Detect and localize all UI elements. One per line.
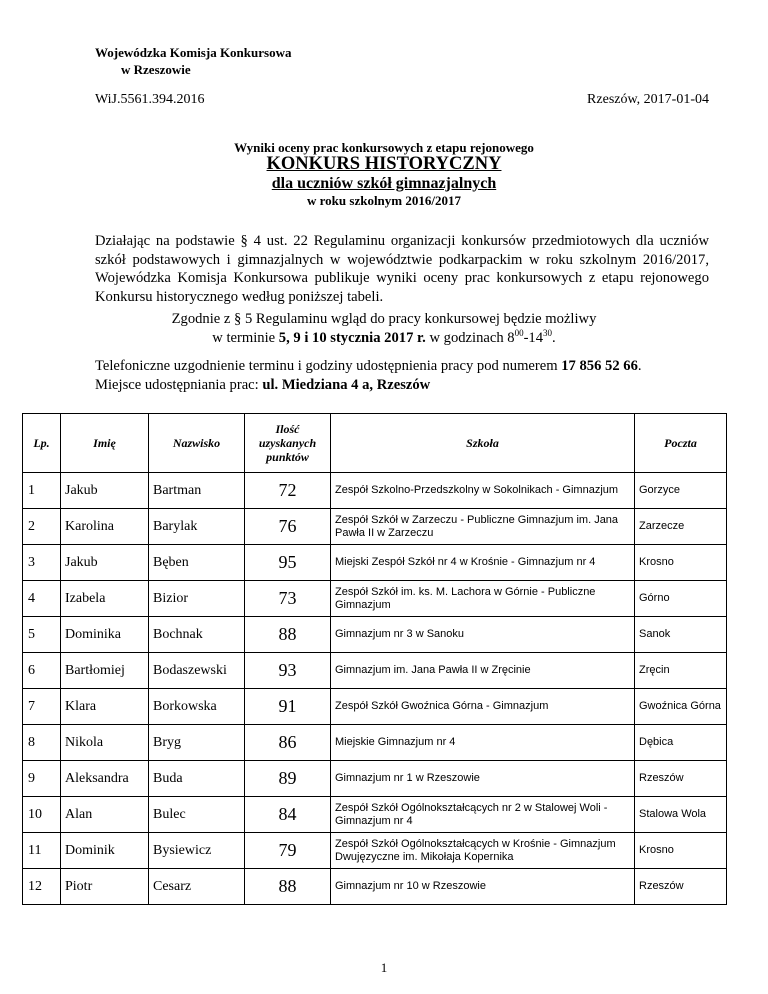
- review-hours-end: .: [552, 330, 556, 346]
- org-line-2: w Rzeszowie: [121, 62, 191, 77]
- table-row: [23, 509, 727, 545]
- cell-points: 88: [245, 617, 331, 653]
- cell-post: Dębica: [635, 725, 727, 761]
- reference-number: WiJ.5561.394.2016: [95, 92, 205, 107]
- cell-last-name: Bysiewicz: [149, 833, 245, 869]
- review-hours-prefix: w godzinach 8: [429, 330, 515, 346]
- cell-post: Zarzecze: [635, 509, 727, 545]
- cell-points: 89: [245, 761, 331, 797]
- cell-lp: 1: [23, 473, 61, 509]
- table-row: [23, 653, 727, 689]
- table-row: [23, 797, 727, 833]
- cell-lp: 5: [23, 617, 61, 653]
- cell-lp: 4: [23, 581, 61, 617]
- cell-post: Zręcin: [635, 653, 727, 689]
- cell-first-name: Bartłomiej: [61, 653, 149, 689]
- cell-points: 88: [245, 869, 331, 905]
- cell-points: 79: [245, 833, 331, 869]
- cell-last-name: Bryg: [149, 725, 245, 761]
- cell-points: 93: [245, 653, 331, 689]
- cell-first-name: Klara: [61, 689, 149, 725]
- table-row: [23, 833, 727, 869]
- header-first-name: Imię: [61, 414, 149, 473]
- contest-subtitle: dla uczniów szkół gimnazjalnych: [271, 175, 497, 192]
- place-text: Miejsce udostępniania prac:: [95, 377, 259, 393]
- cell-school: Zespół Szkół w Zarzeczu - Publiczne Gimnazjum im. Jana Pawła II w Zarzeczu: [331, 509, 635, 545]
- cell-lp: 2: [23, 509, 61, 545]
- place-line: [95, 376, 715, 395]
- contact-info: [95, 357, 715, 395]
- cell-points: 76: [245, 509, 331, 545]
- cell-school: Zespół Szkół Ogólnokształcących nr 2 w Stalowej Woli - Gimnazjum nr 4: [331, 797, 635, 833]
- cell-first-name: Izabela: [61, 581, 149, 617]
- review-hours-sup2: 30: [543, 328, 553, 339]
- table-row: [23, 617, 727, 653]
- table-row: [23, 473, 727, 509]
- title-block: [0, 140, 768, 209]
- cell-last-name: Bulec: [149, 797, 245, 833]
- cell-last-name: Bartman: [149, 473, 245, 509]
- cell-last-name: Barylak: [149, 509, 245, 545]
- cell-first-name: Dominika: [61, 617, 149, 653]
- phone-number: 17 856 52 66: [561, 358, 638, 374]
- cell-school: Gimnazjum im. Jana Pawła II w Zręcinie: [331, 653, 635, 689]
- cell-last-name: Buda: [149, 761, 245, 797]
- header-last-name: Nazwisko: [149, 414, 245, 473]
- cell-last-name: Bęben: [149, 545, 245, 581]
- review-hours-sup1: 00: [514, 328, 524, 339]
- cell-lp: 8: [23, 725, 61, 761]
- cell-points: 73: [245, 581, 331, 617]
- table-header-row: [23, 414, 727, 473]
- cell-lp: 7: [23, 689, 61, 725]
- cell-school: Zespół Szkół Ogólnokształcących w Krośnie - Gimnazjum Dwujęzyczne im. Mikołaja Kopernika: [331, 833, 635, 869]
- cell-school: Gimnazjum nr 1 w Rzeszowie: [331, 761, 635, 797]
- cell-lp: 10: [23, 797, 61, 833]
- cell-post: Gorzyce: [635, 473, 727, 509]
- table-row: [23, 545, 727, 581]
- cell-post: Rzeszów: [635, 869, 727, 905]
- review-dates: 5, 9 i 10 stycznia 2017 r.: [278, 330, 426, 346]
- title-line-1: Wyniki oceny prac konkursowych z etapu rejonowego: [234, 140, 534, 155]
- cell-first-name: Alan: [61, 797, 149, 833]
- phone-line: [95, 357, 715, 376]
- school-year: w roku szkolnym 2016/2017: [307, 193, 461, 208]
- table-row: [23, 581, 727, 617]
- cell-school: Zespół Szkół Gwoźnica Górna - Gimnazjum: [331, 689, 635, 725]
- page-number: 1: [380, 960, 388, 975]
- cell-post: Górno: [635, 581, 727, 617]
- review-line-2: [0, 329, 768, 348]
- phone-end: .: [637, 358, 642, 374]
- cell-post: Gwoźnica Górna: [635, 689, 727, 725]
- header-points: Ilość uzyskanych punktów: [245, 414, 331, 473]
- cell-first-name: Karolina: [61, 509, 149, 545]
- cell-last-name: Bochnak: [149, 617, 245, 653]
- cell-post: Rzeszów: [635, 761, 727, 797]
- cell-school: Gimnazjum nr 10 w Rzeszowie: [331, 869, 635, 905]
- cell-first-name: Jakub: [61, 545, 149, 581]
- cell-last-name: Cesarz: [149, 869, 245, 905]
- results-table: [22, 413, 727, 905]
- table-row: [23, 761, 727, 797]
- cell-school: Zespół Szkolno-Przedszkolny w Sokolnikach - Gimnazjum: [331, 473, 635, 509]
- cell-post: Krosno: [635, 833, 727, 869]
- cell-points: 84: [245, 797, 331, 833]
- cell-points: 86: [245, 725, 331, 761]
- cell-post: Krosno: [635, 545, 727, 581]
- cell-last-name: Bodaszewski: [149, 653, 245, 689]
- cell-first-name: Aleksandra: [61, 761, 149, 797]
- cell-points: 72: [245, 473, 331, 509]
- cell-first-name: Nikola: [61, 725, 149, 761]
- cell-post: Sanok: [635, 617, 727, 653]
- cell-school: Miejski Zespół Szkół nr 4 w Krośnie - Gimnazjum nr 4: [331, 545, 635, 581]
- phone-text: Telefoniczne uzgodnienie terminu i godziny udostępnienia pracy pod numerem: [95, 358, 558, 374]
- place-date: Rzeszów, 2017-01-04: [587, 92, 709, 107]
- table-row: [23, 725, 727, 761]
- header-post: Poczta: [635, 414, 727, 473]
- cell-first-name: Dominik: [61, 833, 149, 869]
- cell-last-name: Borkowska: [149, 689, 245, 725]
- cell-lp: 3: [23, 545, 61, 581]
- org-line-1: Wojewódzka Komisja Konkursowa: [95, 45, 292, 60]
- review-prefix: w terminie: [212, 330, 276, 346]
- cell-last-name: Bizior: [149, 581, 245, 617]
- cell-post: Stalowa Wola: [635, 797, 727, 833]
- organization-name: [95, 44, 291, 78]
- intro-paragraph: Działając na podstawie § 4 ust. 22 Regulaminu organizacji konkursów przedmiotowych dla uczniów szkół podstawowych i gimnazjalnych w województwie podkarpackim w roku szkolnym 2016/2017, Wojewódzka Komisja Konkursowa publikuje wyniki oceny prac konkursowych z etapu rejonowego Konkursu historycznego według poniższej tabeli.: [95, 233, 709, 305]
- cell-school: Gimnazjum nr 3 w Sanoku: [331, 617, 635, 653]
- table-row: [23, 689, 727, 725]
- cell-points: 91: [245, 689, 331, 725]
- header-lp: Lp.: [23, 414, 61, 473]
- table-row: [23, 869, 727, 905]
- cell-first-name: Jakub: [61, 473, 149, 509]
- place-address: ul. Miedziana 4 a, Rzeszów: [262, 377, 431, 393]
- contest-title: KONKURS HISTORYCZNY: [266, 154, 502, 174]
- cell-lp: 12: [23, 869, 61, 905]
- header-school: Szkoła: [331, 414, 635, 473]
- review-hours-mid: -14: [523, 330, 544, 346]
- cell-school: Miejskie Gimnazjum nr 4: [331, 725, 635, 761]
- review-line-1: Zgodnie z § 5 Regulaminu wgląd do pracy konkursowej będzie możliwy: [171, 311, 597, 327]
- cell-first-name: Piotr: [61, 869, 149, 905]
- cell-lp: 9: [23, 761, 61, 797]
- cell-lp: 11: [23, 833, 61, 869]
- cell-school: Zespół Szkół im. ks. M. Lachora w Górnie - Publiczne Gimnazjum: [331, 581, 635, 617]
- cell-lp: 6: [23, 653, 61, 689]
- cell-points: 95: [245, 545, 331, 581]
- review-info: [0, 310, 768, 348]
